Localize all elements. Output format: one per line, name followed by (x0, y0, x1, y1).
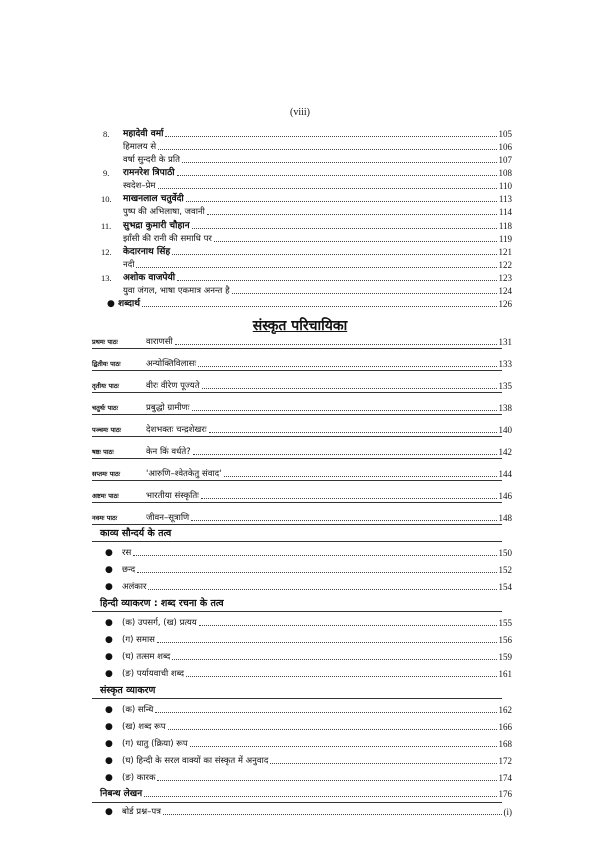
page-ref: 106 (498, 142, 512, 152)
toc-entry-shabdarth[interactable] (118, 298, 512, 310)
entry-number: 8. (103, 129, 110, 139)
entry-title: वीरः वीरेण पूज्यते (146, 381, 200, 391)
page-ref: 161 (498, 669, 512, 679)
section-title-sanskrit: संस्कृत परिचायिका (252, 318, 348, 334)
section-heading: हिन्दी व्याकरण : शब्द रचना के तत्व (100, 598, 224, 609)
toc-entry[interactable] (122, 738, 512, 750)
page-ref: 154 (498, 582, 512, 592)
page-ref: 156 (498, 635, 512, 645)
bullet-icon: ● (105, 582, 113, 592)
toc-entry[interactable] (123, 206, 512, 218)
toc-entry-lesson[interactable] (146, 490, 512, 502)
section-heading: संस्कृत व्याकरण (100, 685, 156, 696)
entry-title: (ख) शब्द रूप (122, 722, 166, 732)
toc-entry-lesson[interactable] (146, 358, 512, 370)
entry-title: 'आरुणि–श्वेतकेतु संवाद' (146, 469, 222, 479)
page-ref: 155 (498, 618, 512, 628)
toc-entry[interactable] (122, 634, 512, 646)
toc-entry-lesson[interactable] (146, 512, 512, 524)
page-ref: (i) (503, 807, 512, 817)
bullet-icon: ● (105, 548, 113, 558)
entry-title: भारतीया संस्कृतिः (146, 491, 199, 501)
toc-entry[interactable] (123, 154, 512, 166)
lesson-label: चतुर्थः पाठः (92, 404, 119, 412)
entry-title: हिमालय से (123, 142, 157, 152)
toc-entry-poet[interactable] (123, 272, 512, 284)
poet-name: रामनरेश त्रिपाठी (123, 168, 175, 178)
entry-title: पुष्प की अभिलाषा, जवानी (123, 207, 205, 217)
page-ref: 172 (498, 756, 512, 766)
bullet-icon: ● (107, 299, 115, 309)
bullet-icon: ● (105, 722, 113, 732)
page-ref: 124 (498, 286, 512, 296)
page-ref: 174 (498, 773, 512, 783)
entry-title: वाराणसी (146, 337, 173, 347)
toc-entry-poet[interactable] (123, 246, 512, 258)
toc-entry[interactable] (122, 721, 512, 733)
toc-entry[interactable] (122, 755, 512, 767)
poet-name: महादेवी वर्मा (123, 129, 164, 139)
entry-title: बोर्ड प्रश्न–पत्र (122, 807, 161, 817)
lesson-label: नवमः पाठः (92, 514, 118, 522)
entry-title: (घ) हिन्दी के सरल वाक्यों का संस्कृत में अनुवाद (122, 756, 269, 766)
poet-name: केदारनाथ सिंह (123, 247, 171, 257)
poet-name: सुभद्रा कुमारी चौहान (123, 221, 190, 231)
bullet-icon: ● (105, 565, 113, 575)
bullet-icon: ● (105, 773, 113, 783)
entry-title: झाँसी की रानी की समाधि पर (123, 234, 212, 244)
page-ref: 108 (498, 168, 512, 178)
toc-entry-poet[interactable] (123, 220, 512, 232)
toc-entry[interactable] (122, 547, 512, 559)
page-ref: 146 (498, 491, 512, 501)
page-ref: 150 (498, 548, 512, 558)
entry-number: 11. (101, 221, 112, 231)
toc-entry-lesson[interactable] (146, 468, 512, 480)
toc-entry[interactable] (122, 564, 512, 576)
entry-title: (ग) समास (122, 635, 155, 645)
entry-title: प्रबुद्धो ग्रामीणः (146, 403, 190, 413)
entry-title: वर्षा सुन्दरी के प्रति (123, 155, 180, 165)
bullet-icon: ● (105, 739, 113, 749)
toc-entry-lesson[interactable] (146, 402, 512, 414)
toc-entry-poet[interactable] (123, 167, 512, 179)
page-ref: 138 (498, 403, 512, 413)
poet-name: माखनलाल चतुर्वेदी (123, 194, 184, 204)
entry-title: रस (122, 548, 132, 558)
entry-title: (घ) तत्सम शब्द (122, 652, 171, 662)
toc-entry[interactable] (122, 617, 512, 629)
page-ref: 123 (498, 273, 512, 283)
entry-title: अलंकार (122, 582, 147, 592)
section-heading: काव्य सौन्दर्य के तत्व (100, 528, 172, 539)
entry-title: जीवन–सूत्राणि (146, 513, 190, 523)
page-ref: 166 (498, 722, 512, 732)
toc-entry[interactable] (123, 259, 512, 271)
entry-title: केन किं वर्धते? (146, 447, 191, 457)
entry-title: नदी (123, 260, 135, 270)
lesson-label: प्रथमः पाठः (92, 338, 118, 346)
entry-title: अन्योक्तिविलासः (146, 359, 197, 369)
section-heading: निबन्ध लेखन (100, 789, 143, 799)
entry-title: (क) सन्धि (122, 705, 154, 715)
bullet-icon: ● (105, 618, 113, 628)
toc-entry[interactable] (122, 581, 512, 593)
page-ref: 113 (498, 194, 512, 204)
page-ref: 133 (498, 359, 512, 369)
entry-number: 13. (101, 273, 112, 283)
toc-entry-poet[interactable] (123, 193, 512, 205)
lesson-label: षष्ठः पाठः (92, 448, 114, 456)
bullet-icon: ● (105, 705, 113, 715)
entry-title: स्वदेश–प्रेम (123, 181, 156, 191)
page-ref: 159 (498, 652, 512, 662)
page-ref: 126 (498, 299, 512, 309)
page-ref: 131 (498, 337, 512, 347)
entry-title: शब्दार्थ (118, 299, 140, 309)
bullet-icon: ● (105, 669, 113, 679)
toc-entry-lesson[interactable] (146, 380, 512, 392)
entry-title: युवा जंगल, भाषा एकमात्र अनन्त है (123, 286, 230, 296)
page-ref: 110 (498, 181, 512, 191)
toc-entry-lesson[interactable] (146, 336, 512, 348)
entry-number: 9. (103, 168, 110, 178)
toc-entry[interactable] (122, 668, 512, 680)
page-ref: 114 (498, 207, 512, 217)
toc-entry[interactable] (122, 704, 512, 716)
page-ref: 162 (498, 705, 512, 715)
toc-entry[interactable] (123, 180, 512, 192)
entry-title: (ङ) पर्यायवाची शब्द (122, 669, 184, 679)
page-ref: 142 (498, 447, 512, 457)
bullet-icon: ● (105, 807, 113, 817)
page-ref: 118 (498, 221, 512, 231)
page-ref: 152 (498, 565, 512, 575)
entry-title: छन्द (122, 565, 136, 575)
toc-entry[interactable] (122, 651, 512, 663)
page-ref: 119 (498, 234, 512, 244)
entry-title: (ग) धातु (क्रिया) रूप (122, 739, 188, 749)
toc-entry-lesson[interactable] (146, 446, 512, 458)
toc-entry-lesson[interactable] (146, 424, 512, 436)
page-ref: 121 (498, 247, 512, 257)
toc-entry[interactable] (123, 233, 512, 245)
page-ref: 135 (498, 381, 512, 391)
page-ref: 122 (498, 260, 512, 270)
page-ref: 105 (498, 129, 512, 139)
toc-entry[interactable] (122, 772, 512, 784)
page-ref: 168 (498, 739, 512, 749)
page-ref: 107 (498, 155, 512, 165)
lesson-label: सप्तमः पाठः (92, 470, 121, 478)
bullet-icon: ● (105, 652, 113, 662)
page-ref: 144 (498, 469, 512, 479)
toc-entry-board[interactable] (122, 806, 512, 818)
page-number: (viii) (290, 107, 310, 118)
lesson-label: पञ्चमः पाठः (92, 426, 121, 434)
entry-title: (क) उपसर्ग, (ख) प्रत्यय (122, 618, 197, 628)
toc-entry-nibandh[interactable] (100, 788, 512, 800)
toc-entry[interactable] (123, 285, 512, 297)
bullet-icon: ● (105, 635, 113, 645)
page-ref: 140 (498, 425, 512, 435)
lesson-label: तृतीयः पाठः (92, 382, 119, 390)
entry-title: देशभक्तः चन्द्रशेखरः (146, 425, 207, 435)
entry-number: 10. (101, 194, 112, 204)
entry-number: 12. (101, 247, 112, 257)
toc-entry-poet[interactable] (123, 128, 512, 140)
poet-name: अशोक वाजपेयी (123, 273, 176, 283)
page-ref: 176 (498, 789, 512, 799)
lesson-label: अष्टमः पाठः (92, 492, 119, 500)
bullet-icon: ● (105, 756, 113, 766)
lesson-label: द्वितीयः पाठः (92, 360, 121, 368)
entry-title: (ङ) कारक (122, 773, 156, 783)
page-ref: 148 (498, 513, 512, 523)
toc-entry[interactable] (123, 141, 512, 153)
